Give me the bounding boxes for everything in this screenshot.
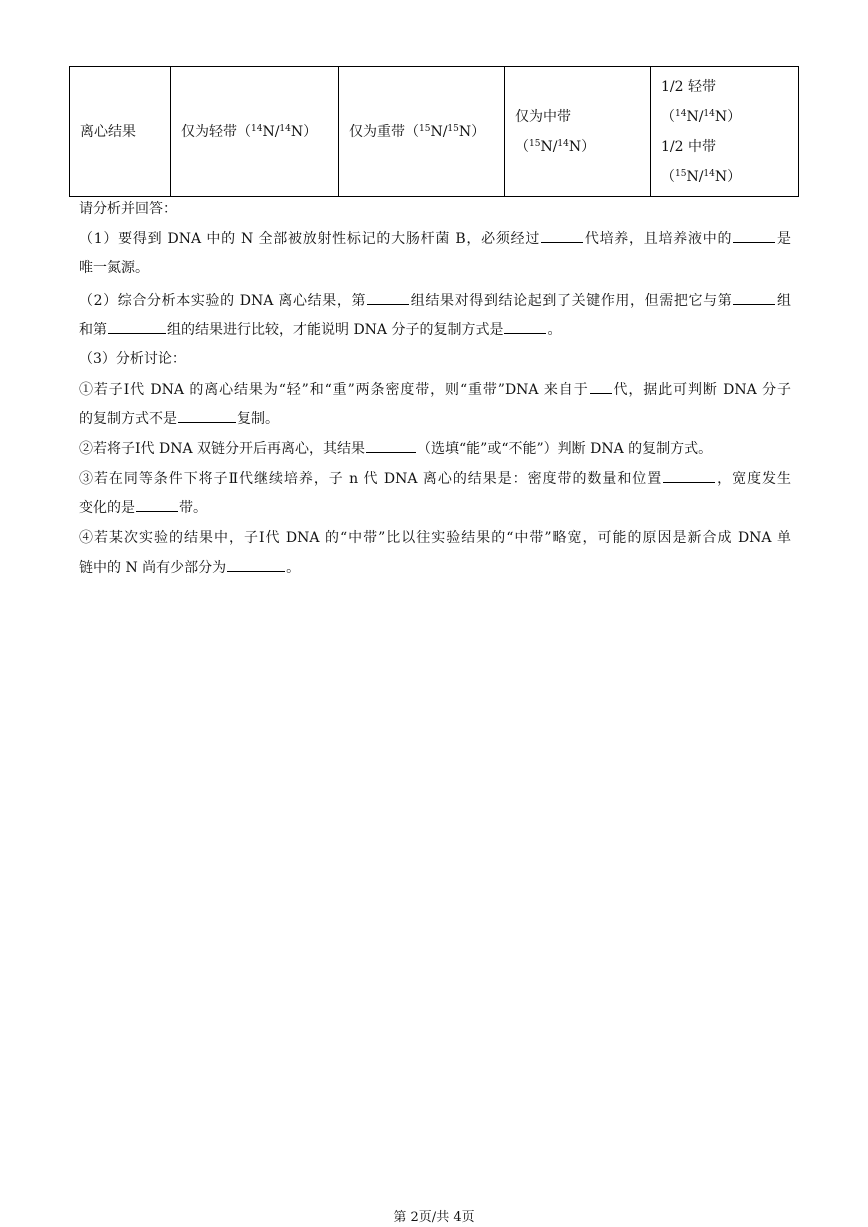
cell-text: 1/2 轻带 (661, 78, 716, 95)
question-text: 的复制方式不是 (79, 411, 177, 427)
question-text: 组的结果进行比较，才能说明 DNA 分子的复制方式是 (167, 322, 504, 338)
cell-isotope-line (515, 132, 640, 162)
q3-line: （3）分析讨论： (79, 351, 186, 367)
question-text: （2）综合分析本实验的 DNA 离心结果，第 (79, 293, 367, 309)
answer-blank[interactable] (178, 408, 236, 423)
q1-line-1 (79, 228, 791, 249)
question-text: ，宽度发生 (716, 471, 792, 487)
cell-text: N/ (430, 123, 448, 140)
intro-line: 请分析并回答： (79, 201, 177, 217)
question-text: 。 (547, 322, 562, 338)
isotope-superscript: 15 (447, 123, 459, 134)
cell-text: N/ (686, 108, 704, 125)
question-text: 和第 (79, 322, 107, 338)
answer-blank[interactable] (733, 228, 775, 243)
s1-line-2 (79, 408, 279, 429)
isotope-superscript: 14 (675, 108, 687, 119)
cell-isotope-line (661, 162, 788, 192)
cell-text: N） (714, 168, 742, 185)
answer-blank[interactable] (227, 557, 285, 572)
isotope-superscript: 15 (419, 123, 431, 134)
question-text: ②若将子Ⅰ代 DNA 双链分开后再离心，其结果 (79, 441, 366, 457)
answer-blank[interactable] (367, 290, 409, 305)
result-cell-middle (505, 67, 651, 197)
cell-text: N/ (540, 138, 558, 155)
isotope-superscript: 14 (557, 138, 569, 149)
question-text: 组结果对得到结论起到了关键作用，但需把它与第 (410, 293, 733, 309)
isotope-superscript: 14 (703, 168, 715, 179)
answer-blank[interactable] (136, 497, 178, 512)
isotope-superscript: 14 (279, 123, 291, 134)
result-table (69, 66, 799, 197)
cell-text: N/ (686, 168, 704, 185)
s3-line-2 (79, 497, 207, 518)
s3-line-1 (79, 468, 791, 489)
question-text: 链中的 N 尚有少部分为 (79, 560, 227, 576)
answer-blank[interactable] (504, 319, 546, 334)
table-row (70, 67, 799, 197)
answer-blank[interactable] (590, 379, 612, 394)
cell-text: 1/2 中带 (661, 138, 716, 155)
isotope-superscript: 14 (251, 123, 263, 134)
cell-text: （ (661, 108, 675, 125)
question-text: 是 (776, 231, 792, 247)
question-text: 复制。 (237, 411, 279, 427)
result-cell-mixed (651, 67, 799, 197)
result-cell-light (171, 67, 339, 197)
question-text: （1）要得到 DNA 中的 N 全部被放射性标记的大肠杆菌 B，必须经过 (79, 231, 541, 247)
cell-text: （ (661, 168, 675, 185)
cell-text: N） (290, 123, 318, 140)
question-text: 组 (776, 293, 792, 309)
cell-text: N） (458, 123, 486, 140)
result-cell-heavy (339, 67, 505, 197)
isotope-superscript: 15 (675, 168, 687, 179)
row-label-cell (70, 67, 171, 197)
question-text: （选填“能”或“不能”）判断 DNA 的复制方式。 (417, 441, 713, 457)
s4-line-2 (79, 557, 300, 578)
isotope-superscript: 14 (703, 108, 715, 119)
question-text: 变化的是 (79, 500, 135, 516)
isotope-superscript: 15 (529, 138, 541, 149)
answer-blank[interactable] (733, 290, 775, 305)
row-label: 离心结果 (80, 123, 136, 140)
question-text: ③若在同等条件下将子Ⅱ代继续培养，子 n 代 DNA 离心的结果是：密度带的数量和位置 (79, 471, 663, 487)
s4-line-1: ④若某次实验的结果中，子Ⅰ代 DNA 的“中带”比以往实验结果的“中带”略宽，可能的原因是新合成 DNA 单 (79, 530, 791, 546)
page-footer: 第 2页/共 4页 (393, 1210, 475, 1225)
answer-blank[interactable] (366, 438, 416, 453)
s2-line (79, 438, 712, 459)
q1-line-2: 唯一氮源。 (79, 260, 149, 276)
cell-text: 仅为中带 (515, 108, 571, 125)
answer-blank[interactable] (663, 468, 715, 483)
question-text: 带。 (179, 500, 207, 516)
cell-text: 仅为轻带（ (181, 123, 251, 140)
answer-blank[interactable] (541, 228, 583, 243)
question-text: 代，据此可判断 DNA 分子 (612, 382, 791, 398)
cell-text: N/ (262, 123, 280, 140)
cell-isotope-line (661, 102, 788, 132)
cell-text: （ (515, 138, 529, 155)
q2-line-2 (79, 319, 561, 340)
answer-blank[interactable] (108, 319, 166, 334)
cell-text: N） (714, 108, 742, 125)
question-text: ①若子Ⅰ代 DNA 的离心结果为“轻”和“重”两条密度带，则“重带”DNA 来自于 (79, 382, 589, 398)
q2-line-1 (79, 290, 791, 311)
question-text: 。 (286, 560, 301, 576)
cell-text: N） (568, 138, 596, 155)
cell-text: 仅为重带（ (349, 123, 419, 140)
s1-line-1 (79, 379, 791, 400)
question-text: 代培养，且培养液中的 (584, 231, 733, 247)
